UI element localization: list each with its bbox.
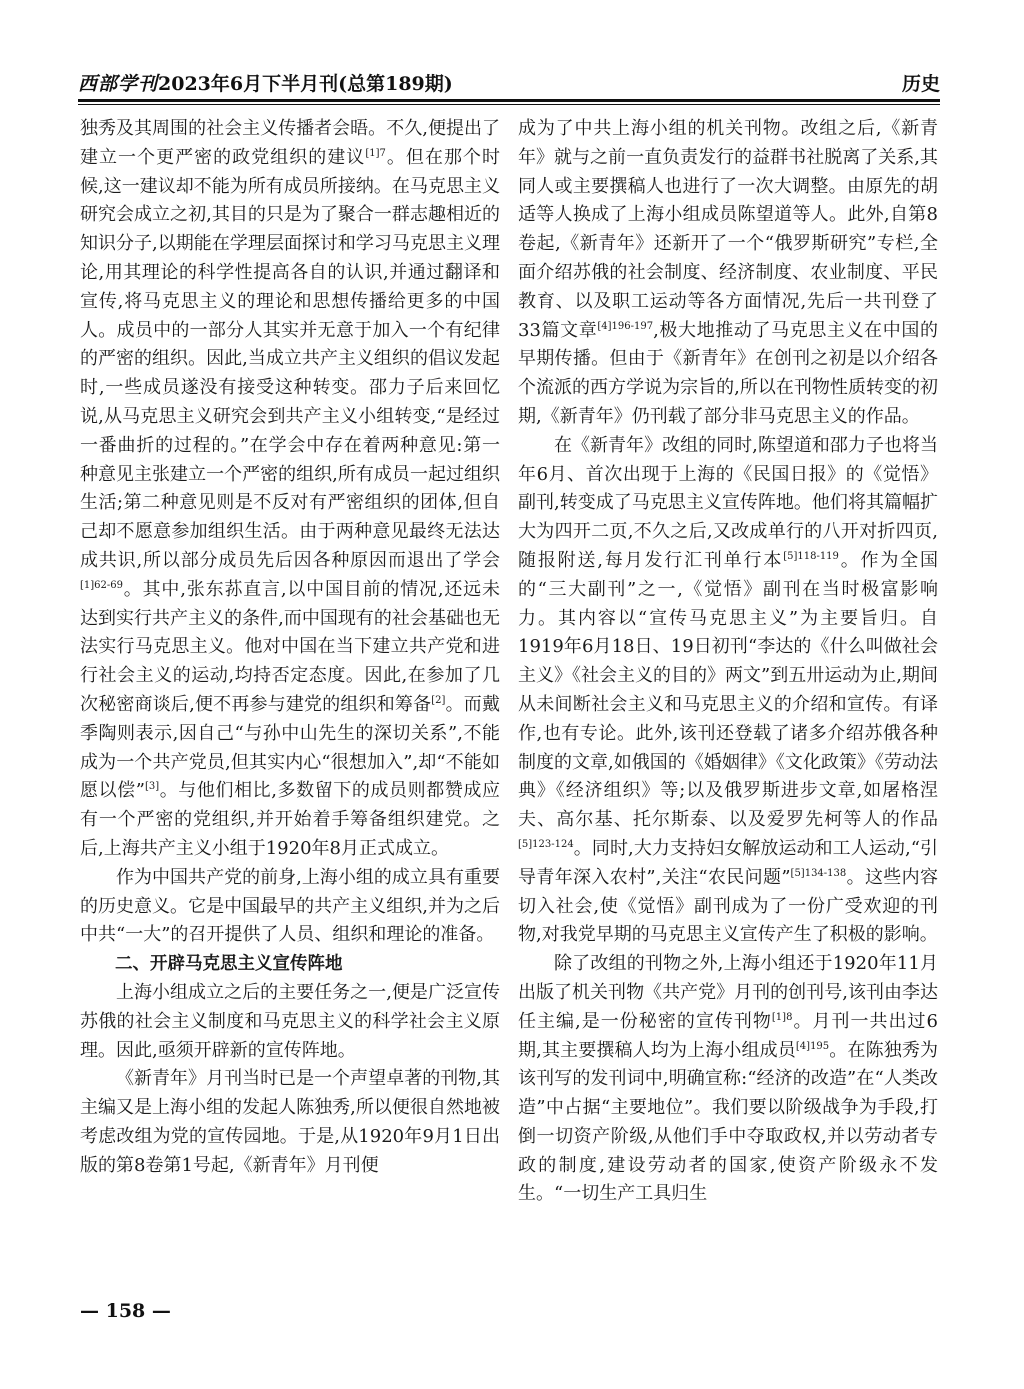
text-run: 。在陈独秀为该刊写的发刊词中,明确宣称:“经济的改造”在“人类改造”中占据“主要地位”。我们要以阶级战争为手段,打倒一切资产阶级,从他们手中夺取政权,并以劳动者专政的制度,建设劳动者的国家,使资产阶级永不发生。“一切生产工具归生	[518, 1039, 938, 1205]
text-run: 。月刊一共出过6期,其主要撰稿人均为上海小组成员	[518, 1010, 938, 1061]
body-paragraph	[518, 115, 938, 432]
citation-marker: [5]134-138	[790, 867, 847, 879]
text-run: 。其中,张东荪直言,以中国目前的情况,还远未达到实行共产主义的条件,而中国现有的社会基础也无法实行马克思主义。他对中国在当下建立共产党和进行社会主义的运动,均持否定态度。因此,在参加了几次秘密商谈后,便不再参与建党的组织和筹备	[80, 578, 500, 715]
text-run: 在《新青年》改组的同时,陈望道和邵力子也将当年6月、首次出现于上海的《民国日报》的《觉悟》副刊,转变成了马克思主义宣传阵地。他们将其篇幅扩大为四开二页,不久之后,又改成单行的八开对折四页,随报附送,每月发行汇刊单行本	[518, 434, 938, 571]
body-paragraph	[518, 432, 938, 950]
text-run: 除了改组的刊物之外,上海小组还于1920年11月出版了机关刊物《共产党》月刊的创刊号,该刊由李达任主编,是一份秘密的宣传刊物	[518, 953, 938, 1032]
journal-logo: 西部学刊	[78, 73, 159, 95]
body-paragraph	[80, 979, 500, 1065]
text-run: ,极大地推动了马克思主义在中国的早期传播。但由于《新青年》在创刊之初是以介绍各个流派的西方学说为宗旨的,所以在刊物性质转变的初期,《新青年》仍刊载了部分非马克思主义的作品。	[518, 319, 938, 427]
header-rule-thick	[78, 99, 940, 102]
masthead	[78, 71, 453, 97]
page-number: — 158 —	[80, 1300, 171, 1322]
text-run: 。而戴季陶则表示,因自己“与孙中山先生的深切关系”,不能成为一个共产党员,但其实内心“很想加入”,却“不能如愿以偿”	[80, 693, 500, 802]
section-heading: 二、开辟马克思主义宣传阵地	[115, 954, 343, 975]
right-column	[518, 115, 938, 1275]
citation-marker: [1]8	[771, 1011, 793, 1023]
body-paragraph	[80, 864, 500, 950]
body-paragraph	[80, 1065, 500, 1180]
citation-marker: [5]118-119	[783, 550, 839, 562]
citation-marker: [3]	[144, 781, 160, 793]
text-run: 《新青年》月刊当时已是一个声望卓著的刊物,其主编又是上海小组的发起人陈独秀,所以便很自然地被考虑改组为党的宣传园地。于是,从1920年9月1日出版的第8卷第1号起,《新青年》月刊便	[80, 1068, 500, 1176]
text-run: 成为了中共上海小组的机关刊物。改组之后,《新青年》就与之前一直负责发行的益群书社脱离了关系,其同人或主要撰稿人也进行了一次大调整。由原先的胡适等人换成了上海小组成员陈望道等人。此外,自第8卷起,《新青年》还新开了一个“俄罗斯研究”专栏,全面介绍苏俄的社会制度、经济制度、农业制度、平民教育、以及职工运动等各方面情况,先后一共刊登了33篇文章	[518, 118, 938, 341]
text-run: 上海小组成立之后的主要任务之一,便是广泛宣传苏俄的社会主义制度和马克思主义的科学社会主义原理。因此,亟须开辟新的宣传阵地。	[80, 981, 500, 1061]
section-label: 历史	[901, 73, 940, 95]
issue-info: 2023年6月下半月刊(总第189期)	[158, 73, 453, 95]
text-run: 。同时,大力支持妇女解放运动和工人运动,“引导青年深入农村”,关注“农民问题”	[518, 837, 938, 888]
left-column	[80, 115, 500, 1275]
citation-marker: [1]62-69	[80, 579, 123, 591]
citation-marker: [5]123-124	[518, 838, 574, 850]
text-run: 作为中国共产党的前身,上海小组的成立具有重要的历史意义。它是中国最早的共产主义组织,并为之后中共“一大”的召开提供了人员、组织和理论的准备。	[80, 866, 500, 946]
text-run: 。这些内容切入社会,使《觉悟》副刊成为了一份广受欢迎的刊物,对我党早期的马克思主义宣传产生了积极的影响。	[518, 866, 938, 946]
citation-marker: [1]7	[365, 147, 386, 159]
text-run: 独秀及其周围的社会主义传播者会晤。不久,便提出了建立一个更严密的政党组织的建议	[80, 118, 500, 168]
text-run: 。但在那个时候,这一建议却不能为所有成员所接纳。在马克思主义研究会成立之初,其目的只是为了聚合一群志趣相近的知识分子,以期能在学理层面探讨和学习马克思主义理论,用其理论的科学性提高各自的认识,并通过翻译和宣传,将马克思主义的理论和思想传播给更多的中国人。成员中的一部分人其实并无意于加入一个有纪律的严密的组织。因此,当成立共产主义组织的倡议发起时,一些成员遂没有接受这种转变。邵力子后来回忆说,从马克思主义研究会到共产主义小组转变,“是经过一番曲折的过程的。”在学会中存在着两种意见:第一种意见主张建立一个严密的组织,所有成员一起过组织生活;第二种意见则是不反对有严密组织的团体,但自己却不愿意参加组织生活。由于两种意见最终无法达成共识,所以部分成员先后因各种原因而退出了学会	[80, 146, 500, 571]
running-header	[78, 71, 940, 101]
text-run: 。与他们相比,多数留下的成员则都赞成应有一个严密的党组织,并开始着手筹备组织建党。之后,上海共产主义小组于1920年8月正式成立。	[80, 780, 500, 859]
citation-marker: [2]	[431, 694, 446, 706]
citation-marker: [4]196-197	[597, 320, 654, 332]
text-run: 。作为全国的“三大副刊”之一,《觉悟》副刊在当时极富影响力。其内容以“宣传马克思主义”为主要旨归。自1919年6月18日、19日初刊“李达的《什么叫做社会主义》《社会主义的目的》两文”到五卅运动为止,期间从未间断社会主义和马克思主义的介绍和宣传。有译作,也有专论。此外,该刊还登载了诸多介绍苏俄各种制度的文章,如俄国的《婚姻律》《文化政策》《劳动法典》《经济组织》等;以及俄罗斯进步文章,如屠格涅夫、高尔基、托尔斯泰、以及爱罗先柯等人的作品	[518, 549, 938, 831]
body-paragraph	[518, 950, 938, 1209]
body-paragraph	[80, 115, 500, 864]
citation-marker: [4]195	[795, 1040, 830, 1052]
header-rule-thin	[78, 104, 940, 105]
